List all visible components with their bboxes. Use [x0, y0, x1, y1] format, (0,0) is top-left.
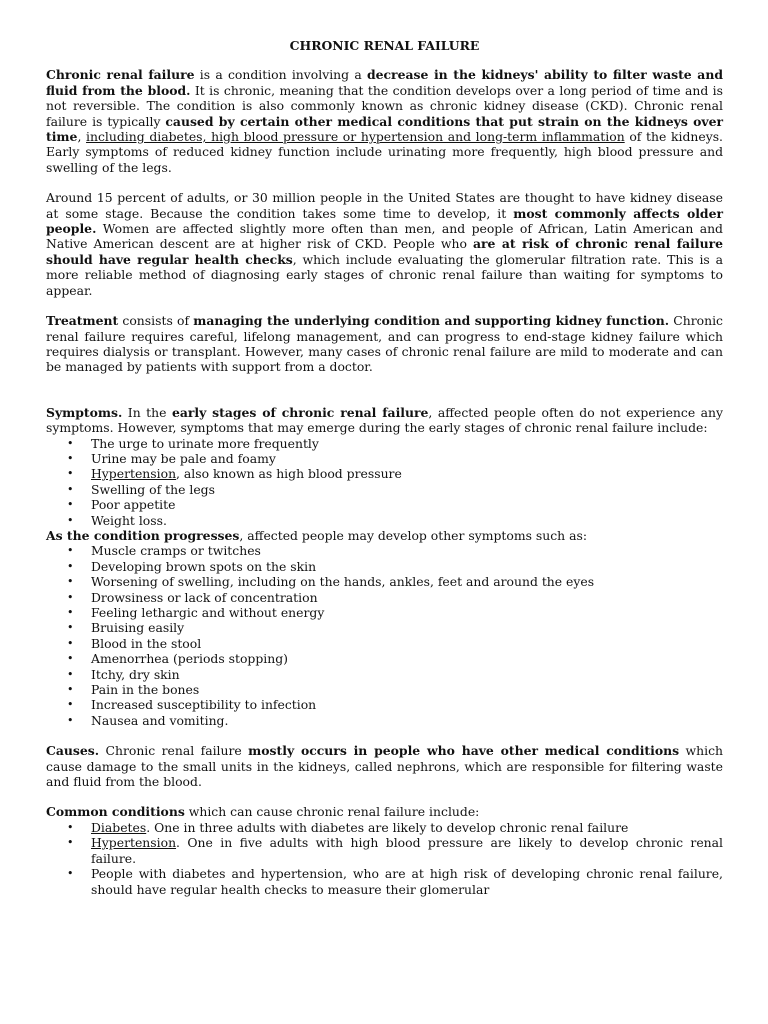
- bold-phrase: managing the underlying condition and supporting kidney function.: [193, 313, 670, 329]
- list-item: • Muscle cramps or twitches: [46, 543, 723, 558]
- common-conditions-paragraph: Common conditions which can cause chronic renal failure include:: [46, 804, 480, 820]
- bold-phrase: mostly occurs in people who have other medical conditions: [248, 743, 680, 759]
- list-item: • Urine may be pale and foamy: [46, 451, 723, 466]
- treatment-paragraph: Treatment consists of managing the underlying condition and supporting kidney function. Chronic renal failure requires careful, lifelong management, and can progress to end-stage kidney failure which requires dialysis or transplant. However, many cases of chronic renal failure are mild to moderate and can be managed by patients with support from a doctor.: [46, 313, 724, 375]
- list-item: • Hypertension, also known as high blood pressure: [46, 466, 723, 481]
- list-item: • Amenorrhea (periods stopping): [46, 651, 723, 666]
- list-item: • Diabetes. One in three adults with diabetes are likely to develop chronic renal failure: [46, 820, 723, 835]
- list-item: • Weight loss.: [46, 513, 723, 528]
- list-item: • Bruising easily: [46, 620, 723, 635]
- list-item: • Feeling lethargic and without energy: [46, 605, 723, 620]
- bold-phrase: As the condition progresses: [46, 527, 240, 543]
- list-item: • Itchy, dry skin: [46, 667, 723, 682]
- bold-phrase: Common conditions: [46, 804, 185, 820]
- list-item: • Poor appetite: [46, 497, 723, 512]
- list-item: • Hypertension. One in five adults with high blood pressure are likely to develop chronic renal failure.: [46, 835, 723, 866]
- bold-phrase: caused by certain other medical conditions that put strain on the kidneys over time: [46, 113, 723, 145]
- list-item: • The urge to urinate more frequently: [46, 436, 723, 451]
- list-item: • People with diabetes and hypertension, who are at high risk of developing chronic renal failure, should have regular health checks to measure their glomerular: [46, 866, 723, 897]
- prevalence-paragraph: Around 15 percent of adults, or 30 million people in the United States are thought to have kidney disease at some stage. Because the condition takes some time to develop, it most commonly affects older people. Women are affected slightly more often than men, and people of African, Latin American and Native American descent are at higher risk of CKD. People who are at risk of chronic renal failure should have regular health checks, which include evaluating the glomerular filtration rate. This is a more reliable method of diagnosing early stages of chronic renal failure than waiting for symptoms to appear.: [46, 190, 723, 298]
- list-item: • Increased susceptibility to infection: [46, 697, 723, 712]
- list-item: • Pain in the bones: [46, 682, 723, 697]
- common-conditions-list: [46, 820, 723, 897]
- list-item: • Swelling of the legs: [46, 482, 723, 497]
- bold-phrase: Causes.: [46, 743, 100, 759]
- document-page: [46, 38, 723, 897]
- list-item: • Nausea and vomiting.: [46, 713, 723, 728]
- early-symptoms-list: [46, 436, 723, 528]
- page-title: CHRONIC RENAL FAILURE: [289, 38, 480, 53]
- list-item: • Drowsiness or lack of concentration: [46, 590, 723, 605]
- bold-phrase: early stages of chronic renal failure: [171, 404, 429, 420]
- intro-paragraph: Chronic renal failure is a condition involving a decrease in the kidneys' ability to filter waste and fluid from the blood. It is chronic, meaning that the condition develops over a long period of time and is not reversible. The condition is also commonly known as chronic kidney disease (CKD). Chronic renal failure is typically caused by certain other medical conditions that put strain on the kidneys over time, including diabetes, high blood pressure or hypertension and long-term inflammation of the kidneys. Early symptoms of reduced kidney function include urinating more frequently, high blood pressure and swelling of the legs.: [46, 67, 723, 175]
- list-item: • Developing brown spots on the skin: [46, 559, 723, 574]
- bold-phrase: are at risk of chronic renal failure should have regular health checks: [46, 236, 723, 267]
- bold-phrase: Chronic renal failure: [46, 67, 195, 83]
- bold-phrase: decrease in the kidneys' ability to filter waste and fluid from the blood.: [46, 67, 723, 98]
- underlined-phrase: including diabetes, high blood pressure or hypertension and long-term inflammation: [86, 129, 625, 145]
- bold-phrase: Treatment: [46, 313, 119, 329]
- bold-phrase: Symptoms.: [46, 404, 123, 420]
- progression-paragraph: As the condition progresses, affected people may develop other symptoms such as:: [46, 527, 588, 543]
- causes-paragraph: Causes. Chronic renal failure mostly occurs in people who have other medical conditions which cause damage to the small units in the kidneys, called nephrons, which are responsible for filtering waste and fluid from the blood.: [46, 743, 723, 790]
- list-item: • Blood in the stool: [46, 636, 723, 651]
- symptoms-paragraph: Symptoms. In the early stages of chronic renal failure, affected people often do not experience any symptoms. However, symptoms that may emerge during the early stages of chronic renal failure include:: [46, 404, 724, 436]
- later-symptoms-list: [46, 543, 723, 728]
- bold-phrase: most commonly affects older people.: [46, 205, 723, 237]
- list-item: • Worsening of swelling, including on the hands, ankles, feet and around the eyes: [46, 574, 723, 589]
